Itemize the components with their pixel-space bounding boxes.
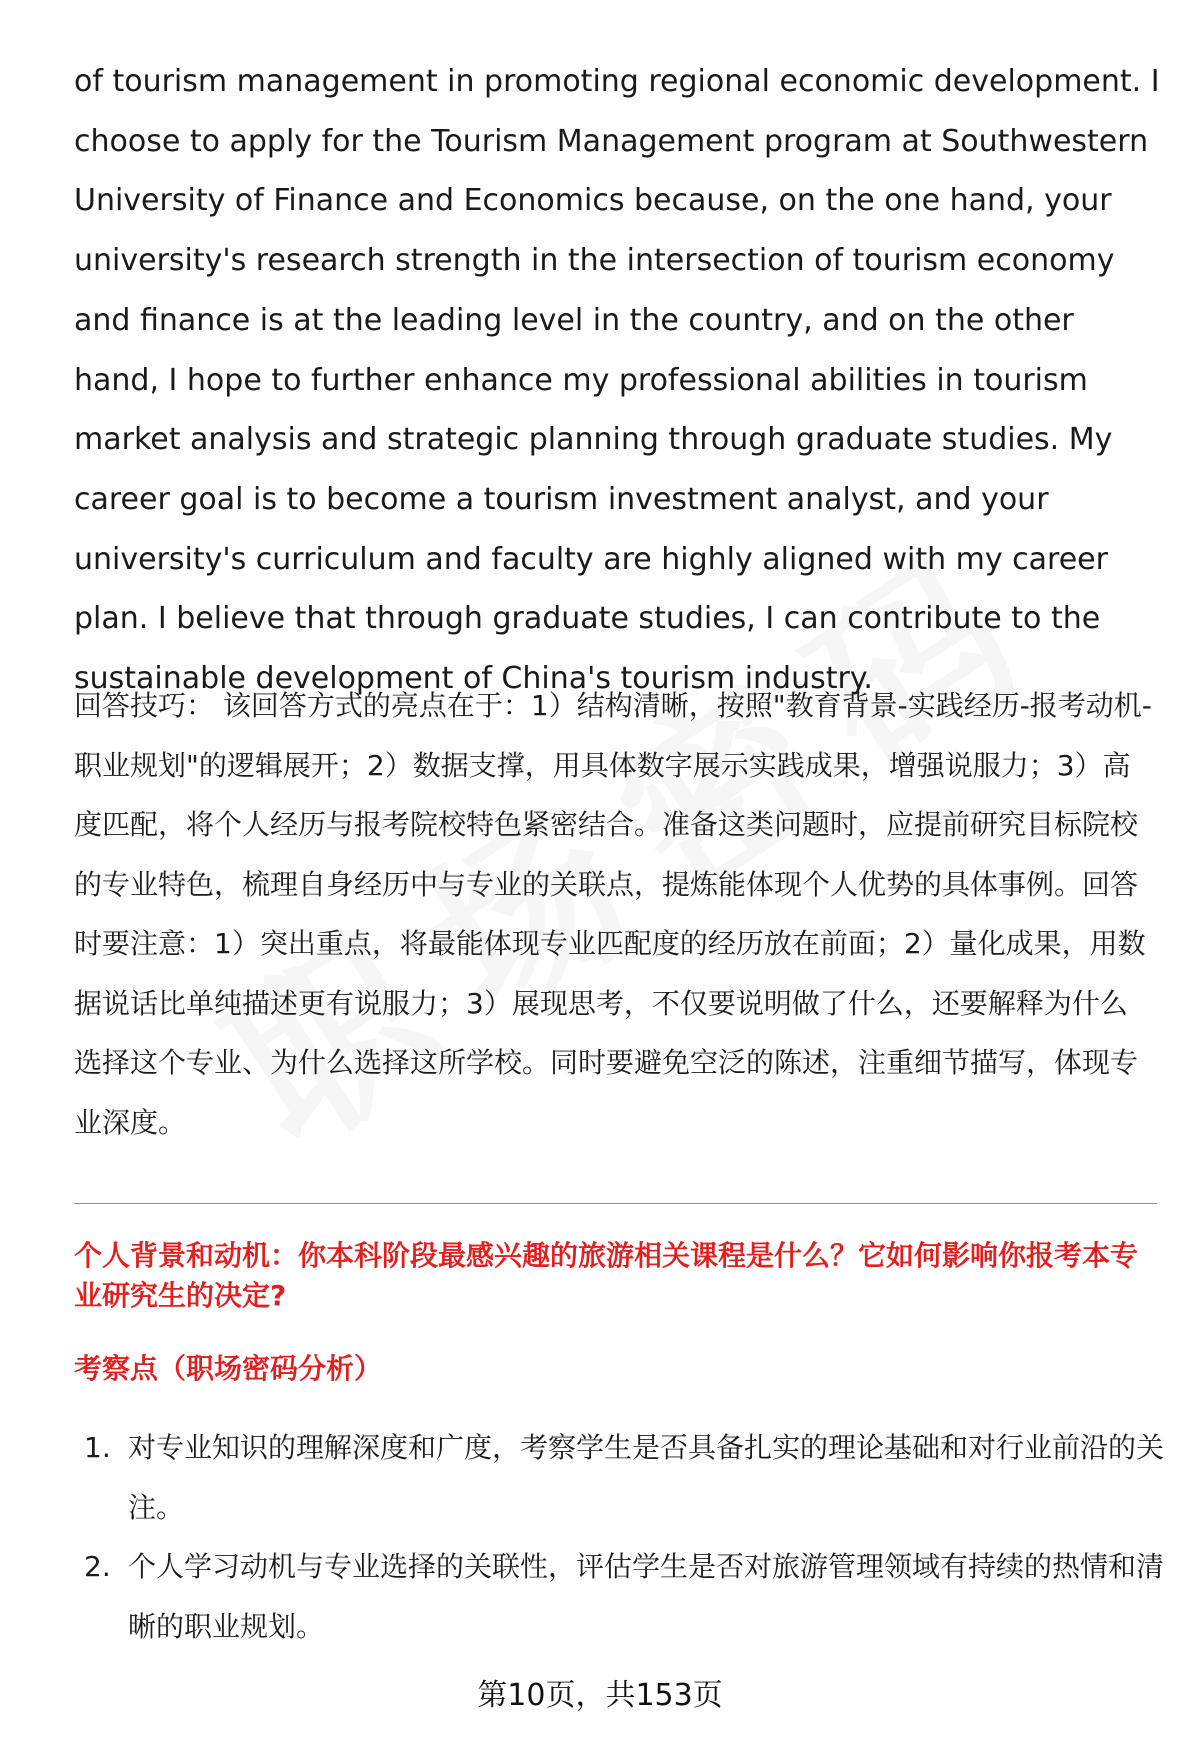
list-item-number: 1. bbox=[84, 1431, 111, 1464]
focus-points-heading: 考察点（职场密码分析） bbox=[74, 1352, 383, 1385]
list-item-number: 2. bbox=[84, 1550, 111, 1583]
answer-tips-paragraph: 回答技巧： 该回答方式的亮点在于：1）结构清晰，按照"教育背景-实践经历-报考动机-职业规划"的逻辑展开；2）数据支撑，用具体数字展示实践成果，增强说服力；3）高度匹配，将个人经历与报考院校特色紧密结合。准备这类问题时，应提前研究目标院校的专业特色，梳理自身经历中与专业的关联点，提炼能体现个人优势的具体事例。回答时要注意：1）突出重点，将最能体现专业匹配度的经历放在前面；2）量化成果，用数据说话比单纯描述更有说服力；3）展现思考，不仅要说明做了什么，还要解释为什么选择这个专业、为什么选择这所学校。同时要避免空泛的陈述，注重细节描写，体现专业深度。 bbox=[74, 689, 1152, 1139]
section-divider bbox=[74, 1203, 1157, 1204]
list-item bbox=[74, 1418, 1164, 1537]
list-item-text: 对专业知识的理解深度和广度，考察学生是否具备扎实的理论基础和对行业前沿的关注。 bbox=[128, 1431, 1165, 1524]
list-item bbox=[74, 1537, 1164, 1656]
question-heading: 个人背景和动机：你本科阶段最感兴趣的旅游相关课程是什么？它如何影响你报考本专业研究生的决定? bbox=[74, 1239, 1139, 1312]
english-answer-paragraph: of tourism management in promoting regional economic development. I choose to apply for the Tourism Management program at Southwestern University of Finance and Economics because, on the one hand, your university's research strength in the intersection of tourism economy and finance is at the leading level in the country, and on the other hand, I hope to further enhance my professional abilities in tourism market analysis and strategic planning through graduate studies. My career goal is to become a tourism investment analyst, and your university's curriculum and faculty are highly aligned with my career plan. I believe that through graduate studies, I can contribute to the sustainable development of China's tourism industry. bbox=[74, 64, 1160, 697]
focus-points-list bbox=[74, 1418, 1164, 1656]
page-number-footer: 第10页，共153页 bbox=[477, 1678, 723, 1713]
list-item-text: 个人学习动机与专业选择的关联性，评估学生是否对旅游管理领域有持续的热情和清晰的职业规划。 bbox=[128, 1550, 1165, 1643]
